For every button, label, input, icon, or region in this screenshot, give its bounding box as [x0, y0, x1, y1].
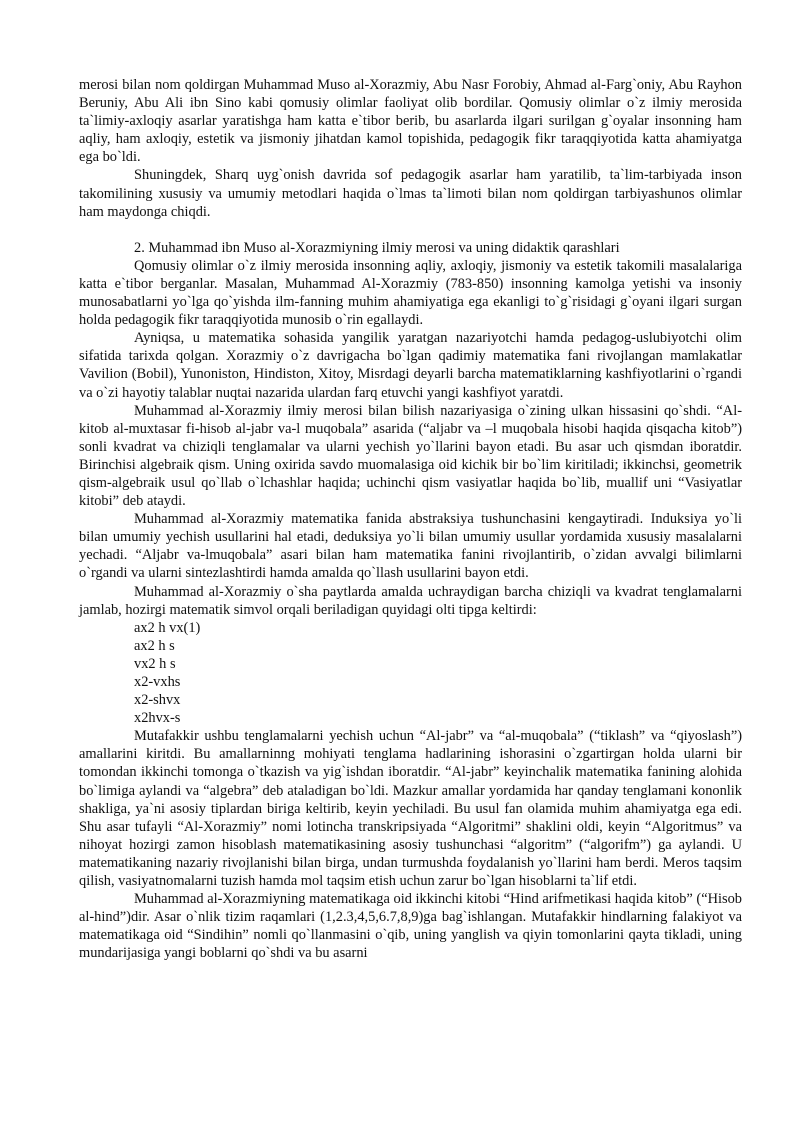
blank-line — [79, 221, 742, 239]
paragraph-ayniqsa: Ayniqsa, u matematika sohasida yangilik yaratgan nazariyotchi hamda pedagog-uslubiyotchi olim sifatida tarixda qolgan. Xorazmiy o`z davrigacha bo`lgan qadimiy matematika fani rivojlangan mamlakatlar Vavilion (Bobil), Yunoniston, Hindiston, Xitoy, Misrdagi deyarli barcha matematiklarning kashfiyotlarini o`rgandi va o`zi hayotiy talablar nuqtai nazarida ulardan farq etuvchi yangi kashfiyot yaratdi. — [79, 330, 742, 401]
equation-item: x2-shvx — [134, 692, 181, 709]
paragraph-hind-arifmetikasi: Muhammad al-Xorazmiyning matematikaga oid ikkinchi kitobi “Hind arifmetikasi haqida kitob” (“Hisob al-hind”)dir. Asar o`nlik tizim raqamlari (1,2.3,4,5,6.7,8,9)ga bag`ishlangan. Mutafakkir hindlarning falakiyot va matematikaga oid “Sindihin” nomli qo`llanmasini o`qib, uning yanglish va qiyin tomonlarini qayta tikladi, uning mundarijasiga yangi boblarni qo`shdi va bu asarni — [79, 891, 742, 962]
document-page — [79, 76, 742, 963]
paragraph-sharq: Shuningdek, Sharq uyg`onish davrida sof pedagogik asarlar ham yaratilib, ta`lim-tarbiyada inson takomilining xususiy va umumiy metodlari haqida o`lmas ta`limoti bilan nom qoldirgan tarbiyashunos olimlar ham maydonga chiqdi. — [79, 167, 742, 220]
section-heading: 2. Muhammad ibn Muso al-Xorazmiyning ilmiy merosi va uning didaktik qarashlari — [134, 239, 620, 256]
equation-item: x2hvx-s — [134, 710, 181, 727]
equation-item: vx2 h s — [134, 655, 176, 672]
paragraph-tenglamalar: Muhammad al-Xorazmiy o`sha paytlarda amalda uchraydigan barcha chiziqli va kvadrat tenglamalarni jamlab, hozirgi matematik simvol orqali beriladigan quyidagi olti tipga keltirdi: — [79, 583, 742, 618]
paragraph-qomusiy: Qomusiy olimlar o`z ilmiy merosida insonning aqliy, axloqiy, jismoniy va estetik takomili masalalariga katta e`tibor berganlar. Masalan, Muhammad Al-Xorazmiy (783-850) insonning kamolga yetishi va insoniy munosabatlarni yo`lga qo`yishda ilm-fanning muhim ahamiyatiga ega ekanligi to`g`risidagi g`oyani ilgari surgan holda pedagogik fikr taraqqiyotida munosib o`rin egallaydi. — [79, 257, 742, 329]
equation-list — [79, 619, 742, 728]
paragraph-ilmiy-merosi: Muhammad al-Xorazmiy ilmiy merosi bilan bilish nazariyasiga o`zining ulkan hissasini qo`shdi. “Al-kitob al-muxtasar fi-hisob al-jabr va-l muqobala” asarida (“aljabr va –l muqobala hisobi haqida qisqacha kitob”) sonli kvadrat va chiziqli tenglamalar va ularni yechish yo`llarini bayon etadi. Bu asar uch qismdan iboratdir. Birinchisi algebraik qism. Uning oxirida savdo muomalasiga oid kichik bir bo`lim kiritiladi; ikkinchsi, geometrik qism-algebraik usul qo`llab o`lchashlar haqida; uchinchi qism vasiyatlar haqida bo`lib, muallif uni “Vasiyatlar kitobi” deb ataydi. — [79, 402, 742, 510]
paragraph-continuation: merosi bilan nom qoldirgan Muhammad Muso al-Xorazmiy, Abu Nasr Forobiy, Ahmad al-Farg`oniy, Abu Rayhon Beruniy, Abu Ali ibn Sino kabi qomusiy olimlar faoliyat olib bordilar. Qomusiy olimlar o`z ilmiy merosida ta`limiy-axloqiy asarlar yaratishga ham katta e`tibor berib, bu asarlarda ilgari surilgan g`oyalar insonning ham aqliy, ham axloqiy, estetik va jismoniy jihatdan kamol topishida, pedagogik fikr taraqqiyotida katta ahamiyatga ega bo`ldi. — [79, 77, 742, 166]
equation-item: ax2 h vx(1) — [134, 619, 201, 636]
equation-item: ax2 h s — [134, 637, 175, 654]
paragraph-mutafakkir: Mutafakkir ushbu tenglamalarni yechish uchun “Al-jabr” va “al-muqobala” (“tiklash” va “qiyoslash”) amallarini kiritdi. Bu amallarninng mohiyati tenglama hadlarining ishorasini o`zgartirgan holda ularni bir tomondan ikkinchi tomonga o`tkazish va yig`ishdan iboratdir. “Al-jabr” keyinchalik matematika fanining alohida bo`limiga aylandi va “algebra” deb ataladigan bo`ldi. Mazkur amallar yordamida har qanday tenglamani kononlik shakliga, ya`ni asosiy tiplardan biriga keltirib, keyin yechiladi. Bu usul fan olamida muhim ahamiyatga ega edi. Shu asar tufayli “Al-Xorazmiy” nomi lotincha transkripsiyada “Algoritmi” shaklini oldi, keyin “Algoritmus” va nihoyat hozirgi zamon hisoblash matematikasining asosiy tushunchasi “algoritm” (“algorifm”) ga aylandi. U matematikaning nazariy rivojlanishi bilan birga, undan turmushda foydalanish yo`llarini ham berdi. Meros taqsim qilish, vasiyatnomalarni tuzish hamda mol taqsim etish uchun zarur bo`lgan hisoblarni ta`lif etdi. — [79, 728, 742, 890]
paragraph-abstraksiya: Muhammad al-Xorazmiy matematika fanida abstraksiya tushunchasini kengaytiradi. Induksiya yo`li bilan umumiy yechish usullarini hal etadi, deduksiya yo`li bilan umumiy usullar yordamida xususiy masalalarni yechadi. “Aljabr va-lmuqobala” asari bilan ham matematika fanini rivojlantirib, o`zidan avvalgi bilimlarni o`rgandi va ularni sintezlashtirdi hamda amalda qo`llash usullarini bayon etdi. — [79, 511, 742, 582]
equation-item: x2-vxhs — [134, 674, 181, 690]
